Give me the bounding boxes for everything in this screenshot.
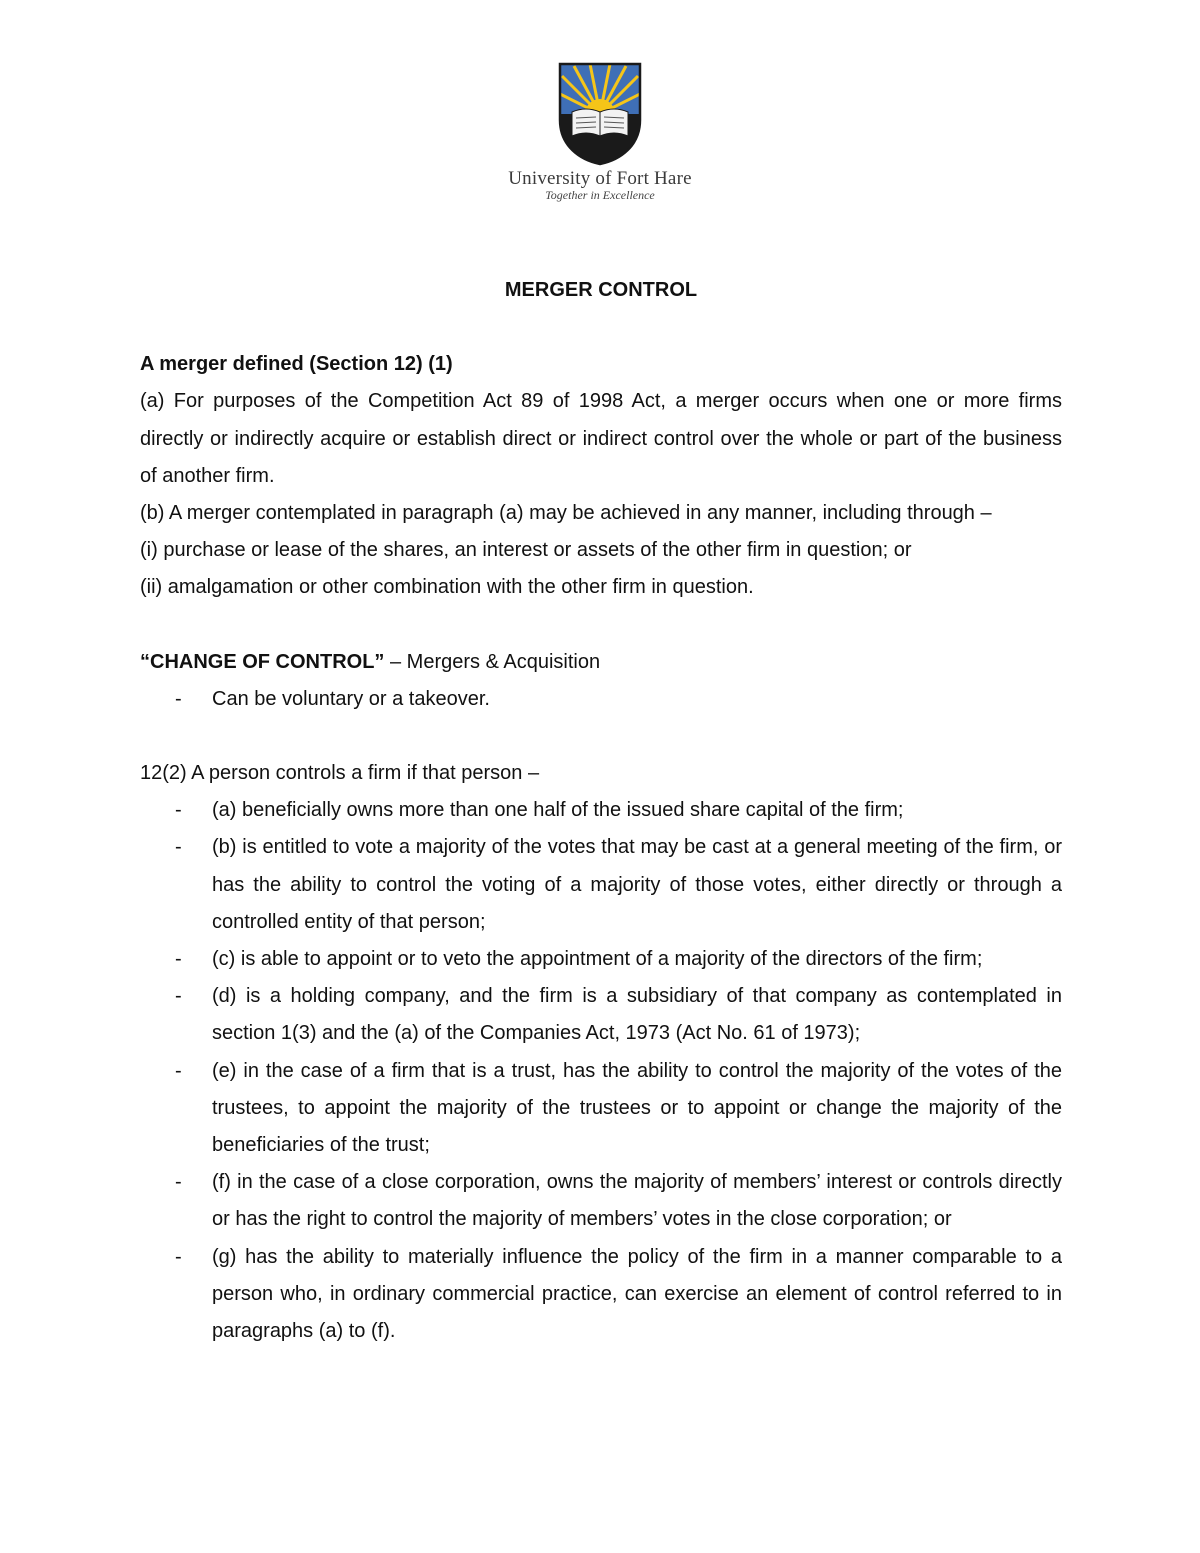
list-item-text: (d) is a holding company, and the firm is a subsidiary of that company as contemplated in section 1(3) and the (a) of the Companies Act, 1973 (Act No. 61 of 1973); — [212, 985, 1062, 1045]
list-item — [140, 978, 1062, 1052]
change-of-control-subtitle: – Mergers & Acquisition — [384, 650, 601, 673]
list-item-text: (b) is entitled to vote a majority of the votes that may be cast at a general meeting of the firm, or has the ability to control the voting of a majority of those votes, either directly or through a controlled entity of that person; — [212, 836, 1062, 933]
control-criteria-list — [140, 792, 1062, 1350]
university-motto: Together in Excellence — [545, 188, 655, 202]
change-of-control-list — [140, 681, 1062, 718]
paragraph-i: (i) purchase or lease of the shares, an interest or assets of the other firm in question; or — [140, 539, 912, 562]
section-heading-merger-defined: A merger defined (Section 12) (1) — [140, 353, 453, 376]
dash-bullet: - — [175, 948, 182, 971]
list-item-text: (a) beneficially owns more than one half of the issued share capital of the firm; — [212, 799, 904, 822]
list-item — [140, 1239, 1062, 1351]
university-logo — [500, 62, 700, 203]
spacer — [140, 718, 1062, 755]
list-item — [140, 941, 1062, 978]
dash-bullet: - — [175, 687, 182, 710]
list-item — [140, 681, 1062, 718]
dash-bullet: - — [175, 836, 182, 859]
spacer — [140, 607, 1062, 644]
university-name: University of Fort Hare — [508, 168, 692, 189]
section-intro-person-controls: 12(2) A person controls a firm if that person – — [140, 762, 540, 785]
document-title: MERGER CONTROL — [504, 279, 698, 301]
change-of-control-label: “CHANGE OF CONTROL” — [140, 650, 385, 673]
list-item-text: Can be voluntary or a takeover. — [212, 687, 490, 710]
dash-bullet: - — [175, 1171, 182, 1194]
list-item-text: (g) has the ability to materially influence the policy of the firm in a manner comparable to a person who, in ordinary commercial practice, can exercise an element of control referred to in paragraphs (a) to (f). — [212, 1245, 1062, 1343]
dash-bullet: - — [175, 1245, 182, 1268]
dash-bullet: - — [175, 799, 182, 822]
list-item — [140, 829, 1062, 941]
paragraph-b: (b) A merger contemplated in paragraph (a) may be achieved in any manner, including through – — [140, 502, 992, 525]
list-item — [140, 1053, 1062, 1165]
paragraph-a: (a) For purposes of the Competition Act 89 of 1998 Act, a merger occurs when one or more firms directly or indirectly acquire or establish direct or indirect control over the whole or part of the business of another firm. — [140, 390, 1062, 487]
document-body — [140, 272, 1062, 1350]
list-item-text: (f) in the case of a close corporation, owns the majority of members’ interest or controls directly or has the right to control the majority of members’ votes in the close corporation; or — [212, 1171, 1062, 1231]
paragraph-ii: (ii) amalgamation or other combination with the other firm in question. — [140, 576, 754, 599]
dash-bullet: - — [175, 985, 182, 1008]
list-item-text: (c) is able to appoint or to veto the appointment of a majority of the directors of the firm; — [212, 948, 983, 971]
university-crest-icon — [558, 62, 642, 166]
list-item-text: (e) in the case of a firm that is a trust, has the ability to control the majority of the votes of the trustees, to appoint the majority of the trustees or to appoint or change the majority of the beneficiaries of the trust; — [212, 1059, 1062, 1157]
list-item — [140, 1164, 1062, 1238]
section-heading-change-of-control — [140, 644, 1062, 681]
dash-bullet: - — [175, 1059, 182, 1082]
list-item — [140, 792, 1062, 829]
